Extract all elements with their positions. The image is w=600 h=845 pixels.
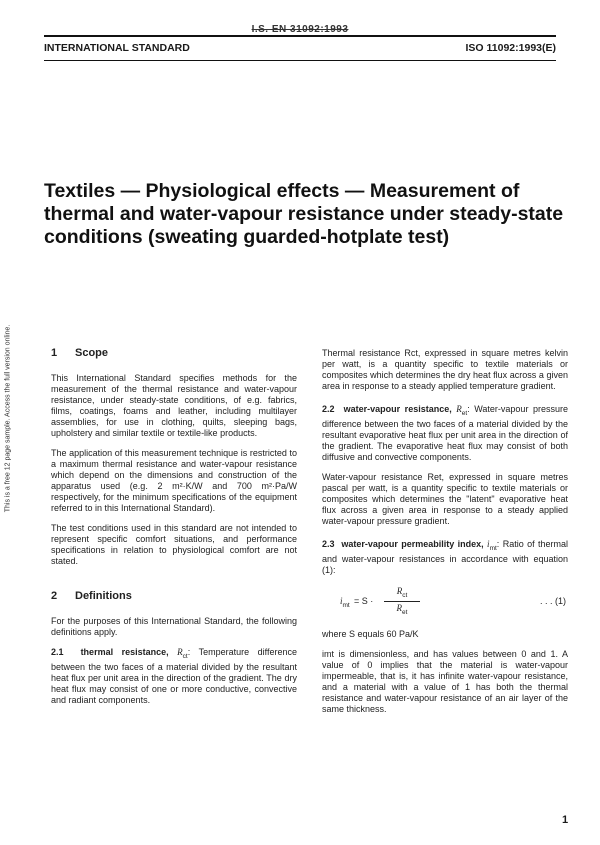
- section-definitions-heading: 2 Definitions: [51, 590, 132, 602]
- equation-operator: = S ·: [354, 595, 374, 606]
- document-title: Textiles — Physiological effects — Measurement of thermal and water-vapour resistance under steady-state conditions (sweating guarded-hotplate test): [44, 180, 564, 248]
- document-id-mark: I.S. EN 31092:1993: [251, 24, 349, 35]
- permeability-index-explanation: imt is dimensionless, and has values between 0 and 1. A value of 0 implies that the material is water-vapour impermeable, that is, it has infinite water-vapour resistance, and a material with a value of 1 has both the thermal resistance and water-vapour resistance of an air layer of the same thickness.: [322, 648, 568, 714]
- page-number: 1: [562, 814, 569, 826]
- left-column: [51, 348, 297, 715]
- header-standard-type: INTERNATIONAL STANDARD: [44, 42, 190, 54]
- equation-number: . . . (1): [539, 595, 566, 606]
- definitions-intro: For the purposes of this International Standard, the following definitions apply.: [51, 616, 297, 637]
- equation-lhs: $i_{mt}$: [340, 595, 350, 609]
- water-vapour-resistance-explanation: Water-vapour resistance Ret, expressed in square metres pascal per watt, is a quantity specific to textile materials or composites which determines the "latent" evaporative heat flux across a given area in response to a steady applied water-vapour pressure gradient.: [322, 471, 568, 526]
- equation-where-clause: where S equals 60 Pa/K: [322, 628, 419, 639]
- header-top-rule: [44, 35, 556, 37]
- section-scope-heading: 1 Scope: [51, 347, 109, 359]
- definition-permeability-index: 2.3 water-vapour permeability index, $i_{mt}$: Ratio of thermal and water-vapour resistances in accordance with equation (1):: [322, 538, 568, 575]
- sample-side-note: This is a free 12 page sample. Access the full version online.: [4, 324, 12, 513]
- right-column: [322, 348, 568, 724]
- definition-thermal-resistance: 2.1 thermal resistance, $R_{ct}$: Temperature difference between the two faces of a material divided by the resultant heat flux per unit area in the direction of the gradient. The dry heat flux may consist of one or more conductive, convective and radiant components.: [51, 647, 297, 705]
- scope-paragraph-3: The test conditions used in this standard are not intended to represent specific comfort situations, and performance specifications in relation to physiological comfort are not stated.: [51, 523, 297, 566]
- header-bottom-rule: [44, 60, 556, 61]
- header-standard-number: ISO 11092:1993(E): [465, 42, 556, 54]
- equation-1: [322, 585, 568, 619]
- scope-paragraph-1: This International Standard specifies methods for the measurement of the thermal resistance and water-vapour resistance, under steady-state conditions, of e.g. fabrics, films, coatings, foams and leather, including multilayer assemblies, for use in clothing, quilts, sleeping bags, upholstery and similar textile or textile-like products.: [51, 373, 297, 438]
- equation-fraction: $R_{ct}$ $R_{et}$: [384, 586, 420, 619]
- scope-paragraph-2: The application of this measurement technique is restricted to a maximum thermal resistance and water-vapour resistance which depend on the dimensions and construction of the apparatus used (e.g. 2 m²·K/W and 700 m²·Pa/W respectively, for the minimum specifications of the equipment referred to in this International Standard).: [51, 448, 297, 513]
- definition-water-vapour-resistance: 2.2 water-vapour resistance, $R_{et}$: Water-vapour pressure difference between the two faces of a material divided by the resultant evaporative heat flux per unit area in the direction of the gradient. The evaporative heat flux may consist of both diffusive and convective components.: [322, 404, 568, 462]
- thermal-resistance-explanation: Thermal resistance Rct, expressed in square metres kelvin per watt, is a quantity specific to textile materials or composites which determines the dry heat flux across a given area in response to a steady applied temperature gradient.: [322, 348, 568, 391]
